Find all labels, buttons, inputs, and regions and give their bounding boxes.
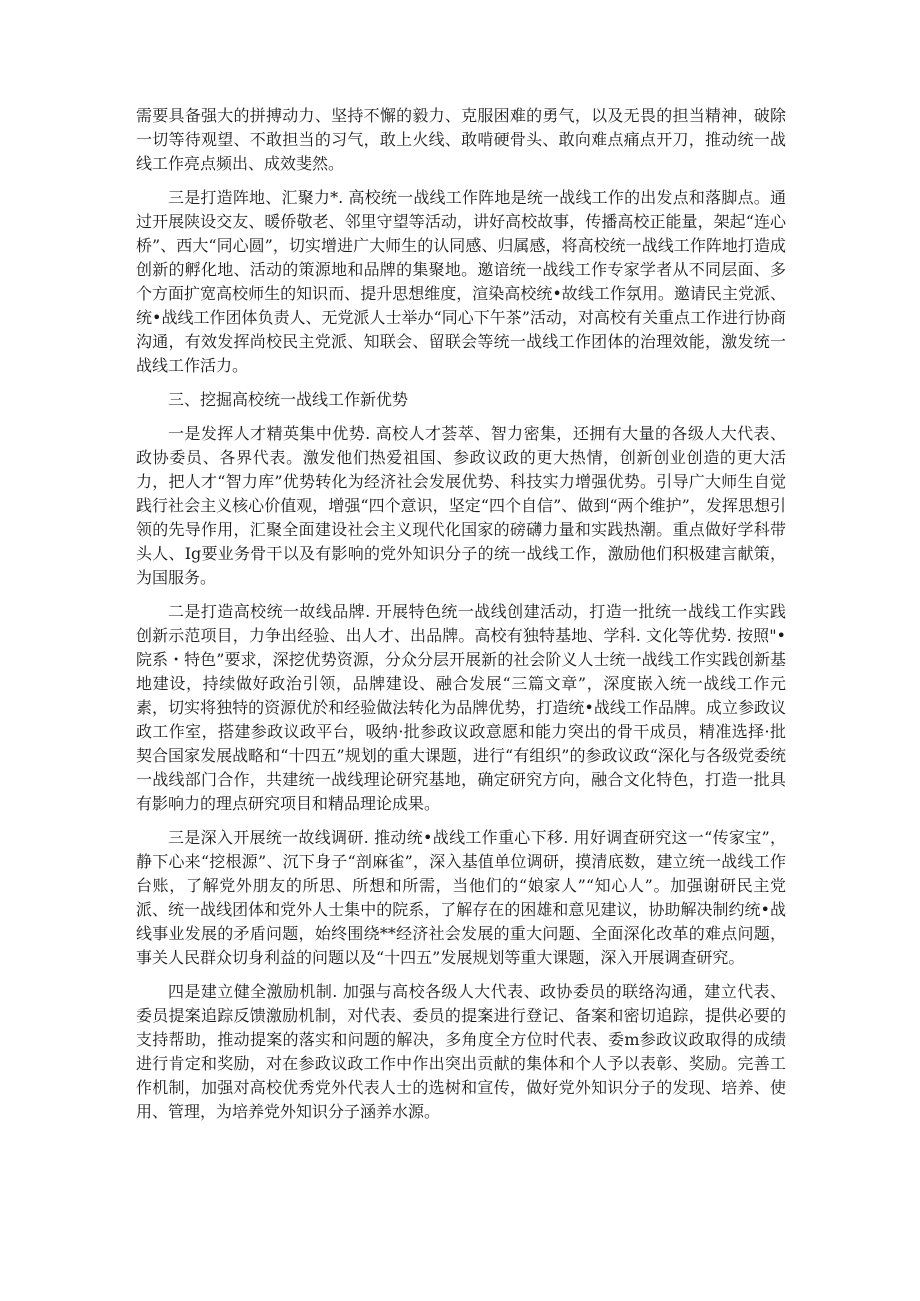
paragraph-brand: 二是打造高校统一故线品牌. 开展特色统一战线创建活动，打造一批统一战线工作实践创新示范项目，力争出经验、出人才、出品牌。高校有独特基地、学科. 文化等优势. 按照"•院系・特色”要求，深挖优势资源，分众分层开展新的社会阶义人士统一战线工作实践创新基地建设，持续做好政治引领，品牌建设、融合发展“三篇文章”，深度嵌入统一战线工作元素，切实将独特的资源优於和经验做法转化为品牌优势，打造统•战线工作品牌。成立参政议政工作室，搭建参政议政平台，吸纳·批参政议政意愿和能力突出的骨干成员，精准选择·批契合国家发展战略和“十四五”规划的重大课题，进行“有组织”的参政议政“深化与各级党委统一战线部门合作，共建统一战线理论研究基地，确定研究方向，融合文化特色，打造一批具有影响力的理点研究项目和精品理论成果。 — [136, 602, 786, 813]
paragraph-research: 三是深入开展统一故线调研. 推动统•战线工作重心下移. 用好调査研究这一“传家宝”，静下心来“挖根源”、沉下身子“剖麻雀”，深入基值单位调研，摸清底数，建立统一战线工作台账，了解党外朋友的所思、所想和所需，当他们的“娘家人”“知心人”。加强谢研民主党派、统一战线团体和党外人士集中的院系，了解存在的困雄和意见建议，协助解决制约统•战线事业发展的矛盾问题，始终围绕**经济社会发展的重大问题、全面深化改革的难点问题，事关人民群众切身利益的问题以及“十四五”发展规划等重大课题，深入开展调查研究。 — [136, 828, 786, 967]
paragraph-continuation: 需要具备强大的拼搏动力、坚持不懈的毅力、克服困难的勇气，以及无畏的担当精神，破除一切等待观望、不敢担当的习气，敢上火线、敢啃硬骨头、敢向难点痛点开刀，推动统一战线工作亮点频出、成效斐然。 — [136, 106, 786, 173]
paragraph-incentive: 四是建立健全激励机制. 加强与高校各级人大代表、政协委员的联络沟通，建立代表、委员提案追踪反馈激励机制，对代表、委员的提案进行登记、备案和密切追踪，提供必要的支持帮助，推动提案的落实和问题的解决，多角度全方位时代表、委m参政议政取得的成绩进行肯定和奖励，对在参政议政工作中作出突出贡献的集体和个人予以表彰、奖励。完善工作机制，加强对高校优秀党外代表人士的选树和宣传，做好党外知识分子的发现、培养、使用、管理，为培养党外知识分子涵养水源。 — [136, 982, 786, 1121]
document-page — [136, 104, 786, 1134]
paragraph-build-position: 三是打造阵地、汇聚力*. 高校统一战线工作阵地是统一战线工作的出发点和落脚点。通过开展陕设交友、暖侨敬老、邻里守望等活动，讲好高校故事，传播高校正能量，架起“连心桥”、西大“同心圆”，切实增进广大师生的认同感、归属感，将高校统一战线工作阵地打造成创新的孵化地、活动的策源地和品牌的集聚地。邀谙统一战线工作专家学者从不同层面、多个方面扩宽高校师生的知识而、提升思想维度，渲染高校统•故线工作氛用。邀请民主党派、统•战线工作团体负责人、无党派人士举办“同心下午茶”活动，对高校有关重点工作进行协商沟通，有效发挥尚校民主党派、知联会、留联会等统一战线工作团体的治理效能，激发统一战线工作活力。 — [136, 188, 786, 375]
section-heading-3: 三、挖掘高校统一战线工作新优势 — [168, 390, 409, 409]
paragraph-talent-advantage: 一是发挥人才精英集中优势. 高校人才荟萃、智力密集，还拥有大量的各级人大代表、政协委员、各界代表。激发他们热爱祖国、参政议政的更大热情，创新创业创造的更大活力，把人才“智力库”优势转化为经济社会发展优势、科技实力增强优势。引导广大师生自觉践行社会主义核心价值观，增强“四个意识，坚定“四个自信”、做到“两个维护”，发挥思想引领的先导作用，汇聚全面建设社会主义现代化国家的磅礴力量和实践热潮。重点做好学科带头人、Ig要业务骨干以及有影响的党外知识分子的统一战线工作，激励他们积极建言献策，为国服务。 — [136, 424, 786, 587]
